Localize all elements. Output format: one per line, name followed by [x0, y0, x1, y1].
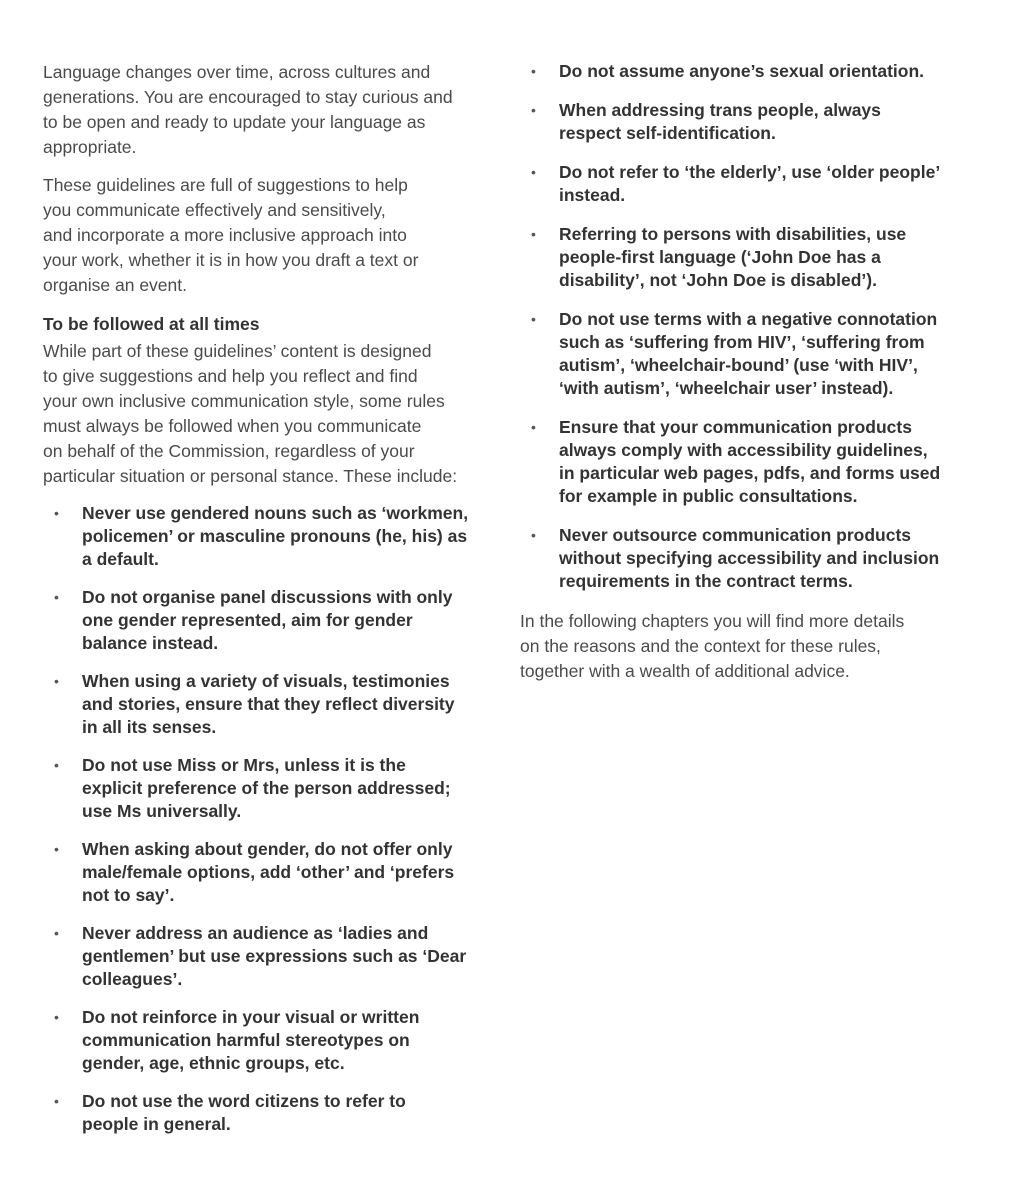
rule-text: Do not use Miss or Mrs, unless it is the explicit preference of the person addressed; use Ms universally.: [82, 755, 451, 821]
bullet-icon: •: [54, 1093, 59, 1109]
list-item: [43, 1006, 503, 1075]
intro-paragraph-1: Language changes over time, across cultures and generations. You are encouraged to stay curious and to be open and ready to update your language as appropriate.: [43, 62, 453, 157]
list-item: [43, 838, 503, 907]
list-item: [43, 1090, 503, 1136]
rule-text: Do not use the word citizens to refer to people in general.: [82, 1091, 406, 1134]
rule-text: Do not use terms with a negative connotation such as ‘suffering from HIV’, ‘suffering from autism’, ‘wheelchair-bound’ (use ‘with HIV’, ‘with autism’, ‘wheelchair user’ instead).: [559, 309, 938, 398]
list-item: [43, 586, 503, 655]
rule-text: Never address an audience as ‘ladies and gentlemen’ but use expressions such as ‘Dear colleagues’.: [82, 923, 467, 989]
rules-list-right: [520, 60, 985, 593]
list-item: [520, 223, 985, 292]
bullet-icon: •: [531, 527, 536, 543]
bullet-icon: •: [531, 102, 536, 118]
list-item: [520, 161, 985, 207]
intro-paragraph-2: These guidelines are full of suggestions to help you communicate effectively and sensitively, and incorporate a more inclusive approach into your work, whether it is in how you draft a text or organise an event.: [43, 175, 419, 295]
right-column: [520, 60, 985, 697]
rule-text: Never outsource communication products without specifying accessibility and inclusion requirements in the contract terms.: [559, 525, 940, 591]
rule-text: Never use gendered nouns such as ‘workmen, policemen’ or masculine pronouns (he, his) as a default.: [82, 503, 469, 569]
list-item: [520, 308, 985, 400]
left-column: [43, 60, 503, 1151]
list-item: [520, 416, 985, 508]
list-item: [43, 922, 503, 991]
bullet-icon: •: [531, 164, 536, 180]
bullet-icon: •: [531, 419, 536, 435]
bullet-icon: •: [54, 757, 59, 773]
bullet-icon: •: [54, 505, 59, 521]
section-heading: To be followed at all times: [43, 314, 260, 334]
rule-text: When asking about gender, do not offer only male/female options, add ‘other’ and ‘prefers not to say’.: [82, 839, 455, 905]
rule-text: When addressing trans people, always respect self-identification.: [559, 100, 881, 143]
list-item: [43, 502, 503, 571]
rule-text: Do not reinforce in your visual or written communication harmful stereotypes on gender, age, ethnic groups, etc.: [82, 1007, 420, 1073]
list-item: [520, 99, 985, 145]
closing-paragraph: In the following chapters you will find more details on the reasons and the context for these rules, together with a wealth of additional advice.: [520, 611, 905, 681]
rules-list-left: [43, 502, 503, 1136]
rule-text: Do not assume anyone’s sexual orientation.: [559, 61, 924, 81]
rule-text: Do not organise panel discussions with only one gender represented, aim for gender balance instead.: [82, 587, 453, 653]
list-item: [43, 754, 503, 823]
bullet-icon: •: [54, 841, 59, 857]
list-item: [43, 670, 503, 739]
list-item: [520, 524, 985, 593]
rule-text: Ensure that your communication products always comply with accessibility guidelines, in particular web pages, pdfs, and forms used for example in public consultations.: [559, 417, 941, 506]
rule-text: Referring to persons with disabilities, use people-first language (‘John Doe has a disability’, not ‘John Doe is disabled’).: [559, 224, 907, 290]
bullet-icon: •: [531, 63, 536, 79]
list-item: [520, 60, 985, 83]
bullet-icon: •: [54, 673, 59, 689]
section-body: While part of these guidelines’ content is designed to give suggestions and help you reflect and find your own inclusive communication style, some rules must always be followed when you communicate on behalf of the Commission, regardless of your particular situation or personal stance. These include:: [43, 341, 458, 486]
rule-text: Do not refer to ‘the elderly’, use ‘older people’ instead.: [559, 162, 941, 205]
bullet-icon: •: [531, 311, 536, 327]
bullet-icon: •: [54, 925, 59, 941]
bullet-icon: •: [531, 226, 536, 242]
rule-text: When using a variety of visuals, testimonies and stories, ensure that they reflect diversity in all its senses.: [82, 671, 455, 737]
bullet-icon: •: [54, 1009, 59, 1025]
bullet-icon: •: [54, 589, 59, 605]
